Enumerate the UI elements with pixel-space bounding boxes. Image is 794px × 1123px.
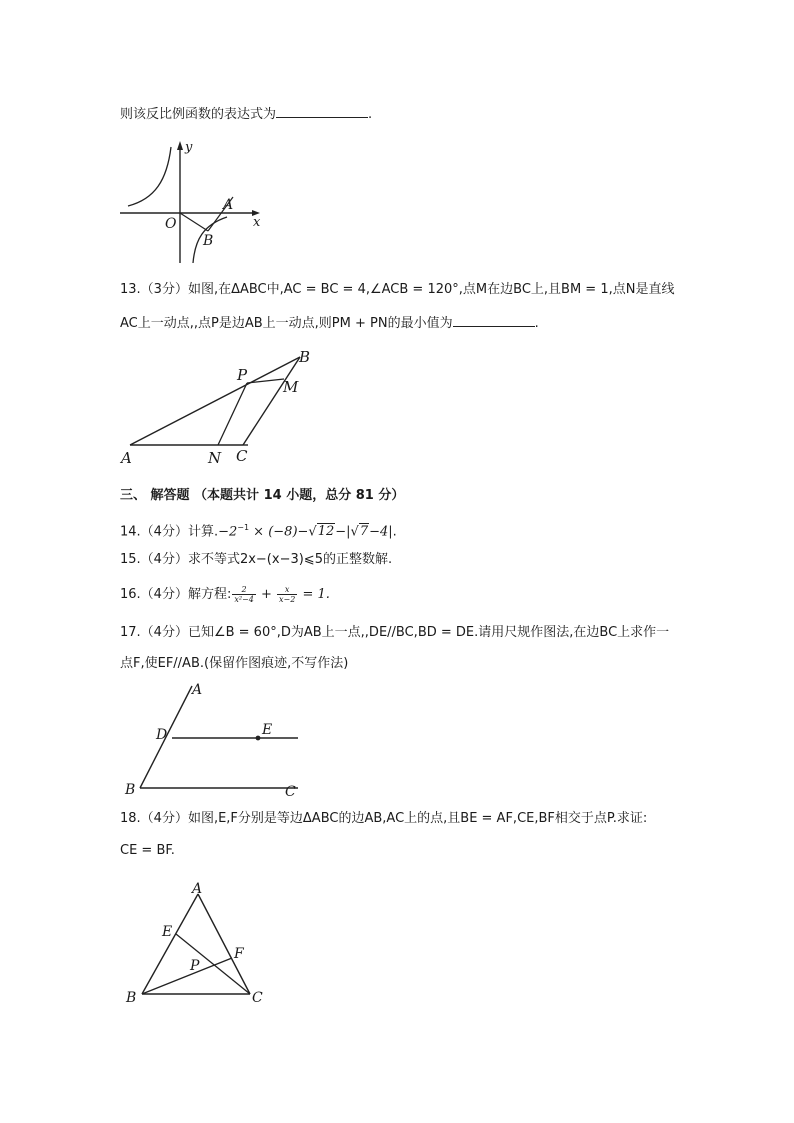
label-B: B	[125, 782, 136, 798]
label-A: A	[192, 682, 203, 698]
q12-line	[120, 103, 372, 124]
q16-rhs: = 1.	[298, 587, 330, 602]
label-y: y	[185, 140, 193, 155]
q16-prefix: 16.（4分）解方程:	[120, 587, 232, 602]
q13-period: .	[534, 316, 539, 331]
q13-line2-text: AC上一动点,,点P是边AB上一动点,则PM + PN的最小值为	[120, 316, 453, 331]
q14-radicand-1: 12	[317, 524, 335, 540]
label-E: E	[162, 924, 173, 940]
hyperbola-branch-upper	[128, 147, 171, 206]
q16-fraction-2: $\frac{x}{x-2}$	[279, 585, 296, 604]
label-B: B	[299, 348, 311, 366]
q14-period: .	[392, 524, 397, 540]
q16-line	[120, 585, 330, 604]
segment-OB	[180, 213, 208, 231]
label-x: x	[253, 215, 261, 230]
point-E	[256, 736, 261, 741]
q18-line1: 18.（4分）如图,E,F分别是等边ΔABC的边AB,AC上的点,且BE = AF,CE,BF相交于点P.求证:	[120, 811, 648, 826]
q14-exponent: −1	[237, 523, 250, 532]
label-C: C	[285, 784, 296, 800]
label-C: C	[236, 447, 248, 465]
q14-line: 14.（4分）计算$.-2^{-1} \times (-8)-√12-|√7-4|$.	[120, 523, 397, 540]
q16-fraction-1: $\frac{2}{\text{x²−4}}$	[234, 585, 254, 604]
q17-line2: 点F,使EF//AB.(保留作图痕迹,不写作法)	[120, 656, 349, 671]
segment-AB	[130, 357, 300, 445]
label-P: P	[190, 958, 200, 974]
label-E: E	[262, 722, 273, 738]
q14-expr2: × (−8)−	[249, 524, 309, 540]
figure-12	[115, 135, 275, 270]
q14-expr1: −2	[218, 524, 238, 540]
q13-answer-blank[interactable]	[453, 312, 535, 327]
segment-CE	[176, 934, 250, 994]
q12-period: .	[368, 107, 373, 122]
label-B: B	[126, 990, 137, 1006]
q13-line1: 13.（3分）如图,在ΔABC中,AC = BC = 4,∠ACB = 120°,点M在边BC上,且BM = 1,点N是直线	[120, 282, 675, 297]
y-axis-arrow	[177, 141, 183, 150]
label-N: N	[208, 449, 222, 467]
segment-AB	[142, 894, 198, 994]
label-B: B	[203, 233, 214, 249]
segment-BF	[142, 958, 232, 994]
q14-expr4: −4|	[369, 524, 393, 540]
q14-prefix: 14.（4分）计算.	[120, 524, 219, 540]
label-P: P	[237, 366, 248, 384]
q15-line: 15.（4分）求不等式2x−(x−3)⩽5的正整数解.	[120, 552, 393, 567]
section-3-header: 三、 解答题 （本题共计 14 小题，总分 81 分）	[120, 488, 405, 503]
segment-AC	[198, 894, 250, 994]
label-F: F	[234, 946, 244, 962]
q13-line2	[120, 312, 539, 333]
q18-line2: CE = BF.	[120, 843, 175, 858]
q12-answer-blank[interactable]	[276, 103, 368, 118]
label-M: M	[283, 378, 299, 396]
figure-17	[120, 678, 320, 803]
q14-radicand-2: 7	[359, 524, 369, 540]
q16-plus: +	[256, 587, 277, 602]
label-A: A	[121, 449, 132, 467]
label-C: C	[252, 990, 263, 1006]
figure-18	[120, 880, 280, 1010]
q14-expr3: −|	[335, 524, 351, 540]
label-O: O	[165, 216, 177, 232]
q17-line1: 17.（4分）已知∠B = 60°,D为AB上一点,,DE//BC,BD = DE.请用尺规作图法,在边BC上求作一	[120, 625, 670, 640]
label-D: D	[156, 727, 168, 743]
segment-BC	[243, 357, 300, 445]
label-A: A	[223, 197, 234, 213]
q12-text: 则该反比例函数的表达式为	[120, 107, 277, 122]
label-A: A	[192, 881, 203, 897]
figure-13	[118, 345, 328, 470]
